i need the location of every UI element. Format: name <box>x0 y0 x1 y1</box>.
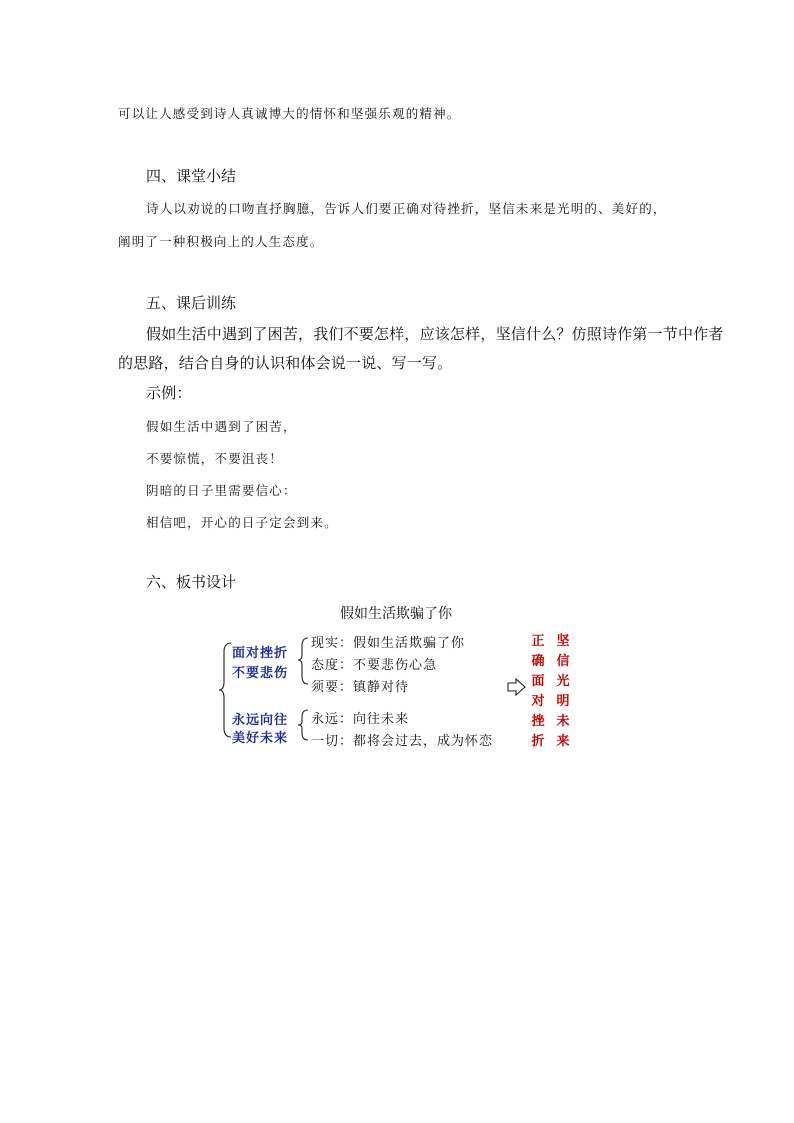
summary-line-2: 阐明了一种积极向上的人生态度。 <box>118 234 324 249</box>
board-group1-label-line-2: 不要悲伤 <box>232 666 289 681</box>
example-line-4: 相信吧，开心的日子定会到来。 <box>146 515 338 530</box>
hollow-right-arrow-icon <box>507 678 527 696</box>
example-line-1: 假如生活中遇到了困苦， <box>146 419 297 434</box>
board-conclusion-column-2 <box>556 632 570 752</box>
conclusion-char: 信 <box>556 654 570 669</box>
conclusion-char: 挫 <box>531 714 545 729</box>
board-title: 假如生活欺骗了你 <box>340 606 452 622</box>
summary-line-1: 诗人以劝说的口吻直抒胸臆，告诉人们要正确对待挫折，坚信未来是光明的、美好的， <box>146 201 667 216</box>
conclusion-char: 坚 <box>556 634 570 649</box>
conclusion-char: 正 <box>531 634 545 649</box>
conclusion-char: 面 <box>531 674 545 689</box>
exercise-prompt-line-1: 假如生活中遇到了困苦，我们不要怎样，应该怎样，坚信什么？仿照诗作第一节中作者 <box>146 325 724 343</box>
conclusion-char: 来 <box>556 734 570 749</box>
example-line-3: 阴暗的日子里需要信心： <box>146 483 297 498</box>
section-heading-board-design: 六、板书设计 <box>146 573 237 591</box>
board-group2-item-2: 一切：都将会过去，成为怀恋 <box>311 734 494 749</box>
conclusion-char: 对 <box>531 694 545 709</box>
board-group2-item-1: 永远：向往未来 <box>311 712 410 727</box>
example-line-2: 不要惊慌，不要沮丧！ <box>146 451 284 466</box>
exercise-prompt-line-2: 的思路，结合自身的认识和体会说一说、写一写。 <box>118 354 453 372</box>
board-group2-label-line-2: 美好未来 <box>232 731 289 746</box>
conclusion-char: 确 <box>531 654 545 669</box>
example-label: 示例： <box>146 384 192 402</box>
conclusion-char: 明 <box>556 694 570 709</box>
board-group1-item-2: 态度：不要悲伤心急 <box>311 658 438 673</box>
conclusion-char: 折 <box>531 734 545 749</box>
section-heading-exercise: 五、课后训练 <box>146 294 237 312</box>
board-group2-label-line-1: 永远向往 <box>232 713 289 728</box>
conclusion-char: 光 <box>556 674 570 689</box>
intro-line: 可以让人感受到诗人真诚博大的情怀和坚强乐观的精神。 <box>118 106 461 121</box>
board-group1-item-3: 须要：镇静对待 <box>311 680 410 695</box>
board-group1-label-line-1: 面对挫折 <box>232 646 289 661</box>
board-conclusion-column-1 <box>531 632 545 752</box>
board-group1-item-1: 现实：假如生活欺骗了你 <box>311 636 466 651</box>
conclusion-char: 未 <box>556 714 570 729</box>
section-heading-summary: 四、课堂小结 <box>146 167 237 185</box>
